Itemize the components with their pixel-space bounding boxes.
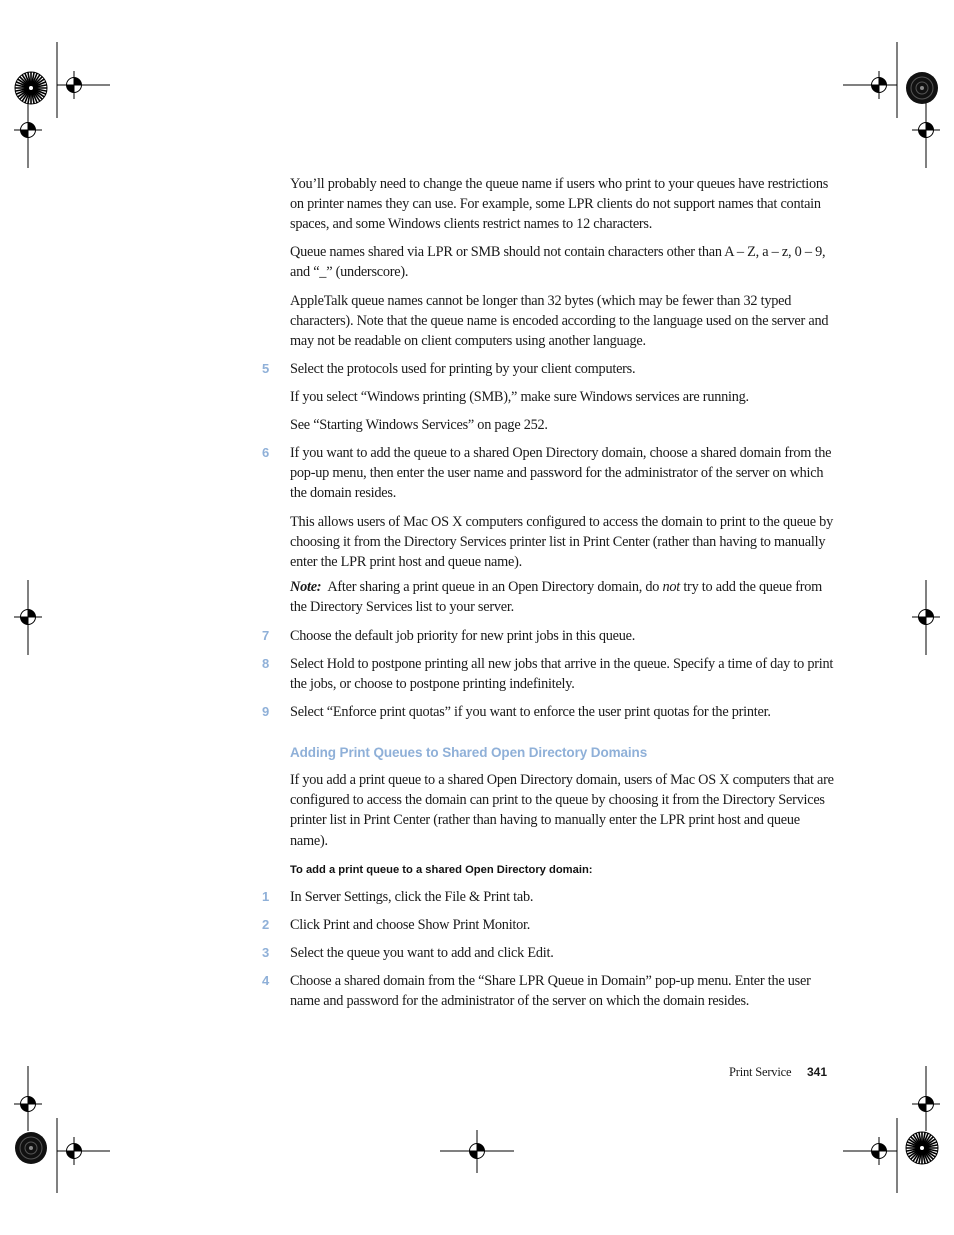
step-number: 1	[262, 889, 270, 904]
paragraph: This allows users of Mac OS X computers configured to access the domain to print to the queue by choosing it from the Directory Services printer list in Print Center (rather than having to manually enter the LPR print host and queue name).	[290, 514, 833, 571]
step-text: Select Hold to postpone printing all new jobs that arrive in the queue. Specify a time of day to print the jobs, or choose to postpone printing indefinitely.	[290, 656, 834, 693]
step-text: In Server Settings, click the File & Print tab.	[290, 889, 534, 905]
step-text: Select the queue you want to add and click Edit.	[290, 945, 554, 961]
color-wheel-icon	[906, 72, 938, 104]
step-number: 8	[262, 656, 270, 671]
paragraph: Queue names shared via LPR or SMB should not contain characters other than A – Z, a – z, 0 – 9, and “_” (underscore).	[290, 244, 826, 281]
step-text: Click Print and choose Show Print Monitor.	[290, 917, 531, 933]
paragraph: You’ll probably need to change the queue name if users who print to your queues have restrictions on printer names they can use. For example, some LPR clients do not support names that contain spaces, and some Windows clients restrict names to 12 characters.	[290, 176, 829, 233]
step-text: If you want to add the queue to a shared Open Directory domain, choose a shared domain from the pop-up menu, then enter the user name and password for the administrator of the server on which the domain resides.	[290, 445, 832, 502]
paragraph: If you add a print queue to a shared Open Directory domain, users of Mac OS X computers that are configured to access the domain can print to the queue by choosing it from the Directory Services printer list in Print Center (rather than having to manually enter the LPR print host and queue name).	[290, 772, 834, 849]
note-label: Note:	[290, 579, 322, 595]
color-wheel-icon	[15, 72, 47, 104]
step-text: Choose a shared domain from the “Share LPR Queue in Domain” pop-up menu. Enter the user name and password for the administrator of the server on which the domain resides.	[290, 973, 811, 1010]
step-number: 7	[262, 628, 270, 643]
note-text: try to add the queue from the Directory Services list to your server.	[290, 579, 822, 616]
note-text: After sharing a print queue in an Open Directory domain, do	[327, 579, 663, 595]
section-heading: Adding Print Queues to Shared Open Directory Domains	[290, 745, 648, 760]
color-wheel-icon	[15, 1132, 47, 1164]
footer-section-title: Print Service	[729, 1065, 792, 1079]
step-number: 3	[262, 945, 270, 960]
step-number: 6	[262, 445, 270, 460]
step-number: 5	[262, 361, 270, 376]
note	[290, 577, 835, 617]
step-number: 9	[262, 704, 270, 719]
step-text: Select the protocols used for printing by your client computers.	[290, 361, 636, 377]
step-number: 4	[262, 973, 270, 988]
step-number: 2	[262, 917, 270, 932]
task-heading: To add a print queue to a shared Open Directory domain:	[290, 864, 593, 876]
page-number: 341	[807, 1065, 828, 1079]
step-text: Select “Enforce print quotas” if you want to enforce the user print quotas for the printer.	[290, 704, 771, 720]
color-wheel-icon	[906, 1132, 938, 1164]
paragraph: See “Starting Windows Services” on page 252.	[290, 417, 548, 433]
paragraph: If you select “Windows printing (SMB),” make sure Windows services are running.	[290, 389, 749, 405]
paragraph: AppleTalk queue names cannot be longer than 32 bytes (which may be fewer than 32 typed characters). Note that the queue name is encoded according to the language used on the server and may not be readable on client computers using another language.	[290, 293, 829, 350]
note-emphasis: not	[662, 579, 681, 595]
step-text: Choose the default job priority for new print jobs in this queue.	[290, 628, 636, 644]
